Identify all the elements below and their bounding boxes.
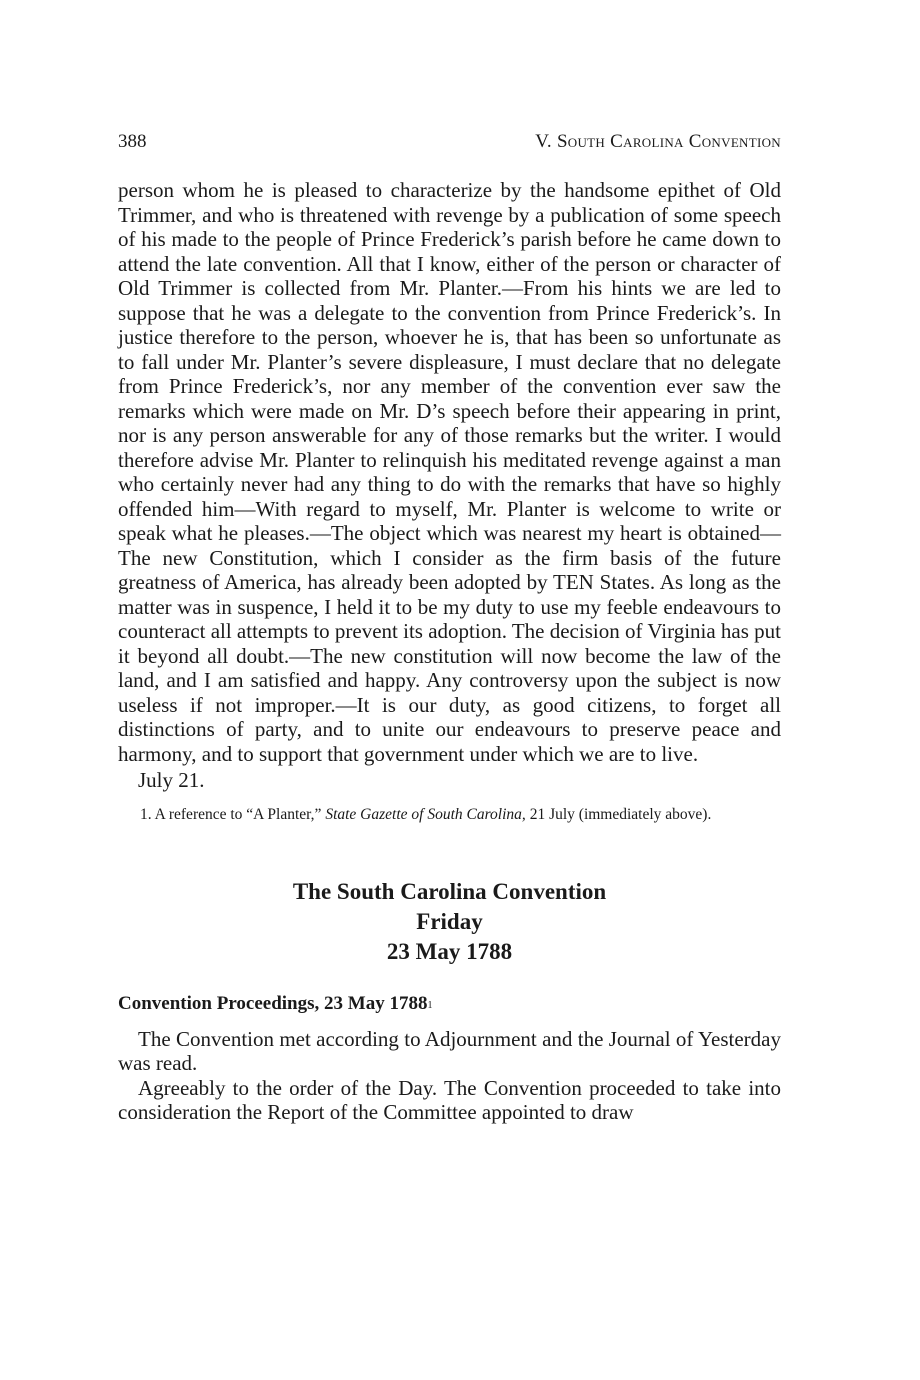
footnote-source: State Gazette of South Carolina, [325, 805, 526, 823]
proceedings-heading-text: Convention Proceedings, 23 May 1788 [118, 992, 428, 1014]
section-title-line2: Friday [416, 908, 483, 934]
section-title-line1: The South Carolina Convention [292, 878, 607, 904]
proceedings-paragraph-2: Agreeably to the order of the Day. The Convention proceeded to take into consideration the Report of the Committee appointed to draw [118, 1075, 781, 1124]
section-title [118, 877, 781, 967]
letter-dateline: July 21. [138, 768, 205, 792]
section-title-line3: 23 May 1788 [386, 938, 513, 964]
page-header [118, 130, 781, 154]
letter-paragraph: person whom he is pleased to characterize by the handsome epithet of Old Trimmer, and who is threatened with revenge by a publication of some speech of his made to the people of Prince Frederick’s parish before he came down to attend the late convention. All that I know, either of the person or character of Old Trimmer is collected from Mr. Planter.—From his hints we are led to suppose that he was a delegate to the convention from Prince Frederick’s. In justice therefore to the person, whoever he is, that has been so unfortunate as to fall under Mr. Planter’s severe displeasure, I must declare that no delegate from Prince Frederick’s, nor any member of the convention ever saw the remarks which were made on Mr. D’s speech before their appearing in print, nor is any person answerable for any of those remarks but the writer. I would therefore advise Mr. Planter to relinquish his meditated revenge against a man who certainly never had any thing to do with the remarks that have so highly offended him—With regard to myself, Mr. Planter is welcome to write or speak what he pleases.—The object which was nearest my heart is obtained—The new Constitution, which I consider as the firm basis of the future greatness of America, has already been adopted by TEN States. As long as the matter was in suspence, I held it to be my duty to use my feeble endeavours to counteract all attempts to prevent its adoption. The decision of Virginia has put it beyond all doubt.—The new constitution will now become the law of the land, and I am satisfied and happy. Any controversy upon the subject is now useless if not improper.—It is our duty, as good citizens, to forget all distinctions of party, and to unite our endeavours to preserve peace and harmony, and to support that government under which we are to live. [118, 178, 782, 766]
proceedings-paragraph-1: The Convention met according to Adjournment and the Journal of Yesterday was read. [118, 1026, 781, 1075]
footnote-suffix: 21 July (immediately above). [525, 805, 712, 823]
page-body [118, 178, 781, 1125]
page-number: 388 [118, 131, 147, 152]
proceedings-heading [118, 991, 781, 1017]
footnote-prefix: 1. A reference to “A Planter,” [140, 805, 326, 823]
footnote [118, 805, 781, 825]
running-head: V. South Carolina Convention [535, 131, 781, 152]
proceedings-heading-note: 1 [427, 999, 433, 1011]
